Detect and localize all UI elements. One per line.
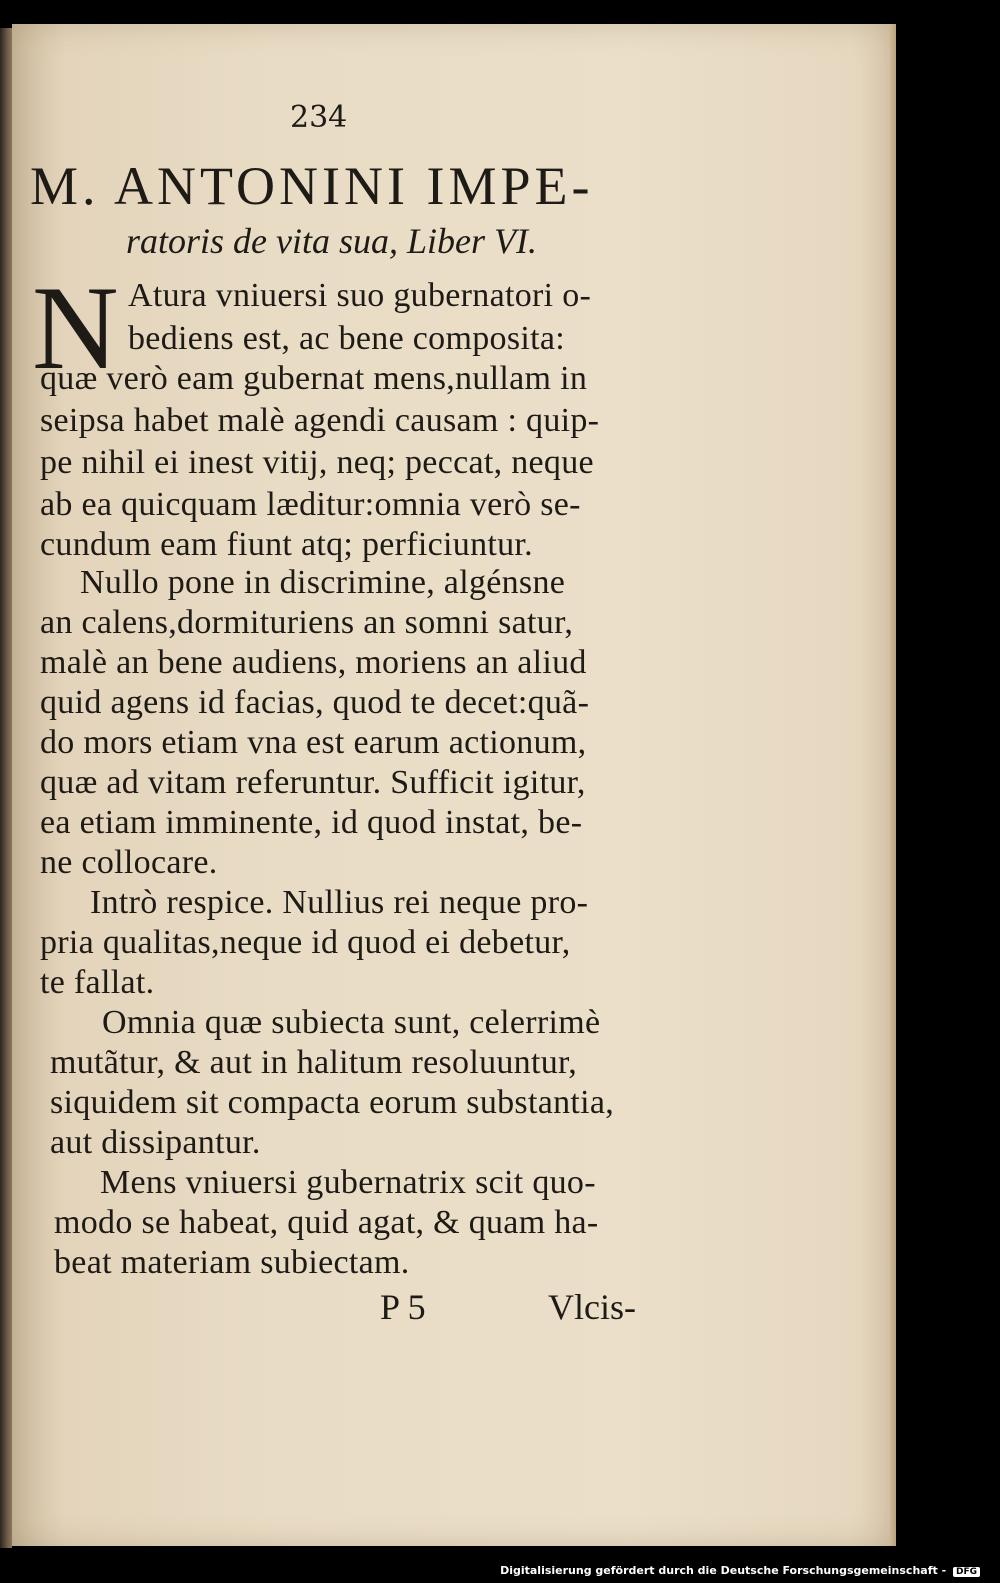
text-line: quæ ad vitam referuntur. Sufficit igitur, [40,764,586,801]
page-number: 234 [290,100,348,135]
title-line-2: ratoris de vita sua, Liber VI. [126,221,537,261]
text-line: beat materiam subiectam. [54,1244,410,1281]
text-line: quid agens id facias, quod te decet:quã- [40,684,590,721]
text-line: cundum eam fiunt atq; perficiuntur. [40,526,533,563]
text-line: Intrò respice. Nullius rei neque pro- [90,884,589,921]
title-line-1: M. ANTONINI IMPE- [30,156,594,216]
credit-text: Digitalisierung gefördert durch die Deutsche Forschungsgemeinschaft - [500,1564,947,1577]
text-line: ab ea quicquam læditur:omnia verò se- [40,486,581,523]
catchword: Vlcis- [548,1287,636,1327]
page-edge [890,24,896,1546]
text-line: pria qualitas,neque id quod ei debetur, [40,924,571,961]
text-line: mutãtur, & aut in halitum resoluuntur, [50,1044,578,1081]
text-line: do mors etiam vna est earum actionum, [40,724,587,761]
text-line: malè an bene audiens, moriens an aliud [40,644,587,681]
text-line: aut dissipantur. [50,1124,261,1161]
dropcap: N [32,261,119,394]
signature-mark: P 5 [380,1287,426,1327]
binding-edge [0,28,12,1548]
text-line: Nullo pone in discrimine, algénsne [80,564,566,601]
text-line: Atura vniuersi suo gubernatori o- [128,277,592,314]
dfg-logo: DFG [953,1567,980,1577]
text-line: bediens est, ac bene composita: [128,320,565,357]
text-line: Omnia quæ subiecta sunt, celerrimè [102,1004,601,1041]
text-line: ea etiam imminente, id quod instat, be- [40,804,583,841]
text-line: seipsa habet malè agendi causam : quip- [40,402,600,439]
text-line: te fallat. [40,964,155,1001]
text-line: an calens,dormituriens an somni satur, [40,604,574,641]
text-line: modo se habeat, quid agat, & quam ha- [54,1204,599,1241]
text-line: siquidem sit compacta eorum substantia, [50,1084,615,1121]
text-line: pe nihil ei inest vitij, neq; peccat, neque [40,444,594,481]
digitization-credit [500,1564,980,1577]
text-line: quæ verò eam gubernat mens,nullam in [40,360,588,397]
text-line: ne collocare. [40,844,218,881]
text-line: Mens vniuersi gubernatrix scit quo- [100,1164,596,1201]
